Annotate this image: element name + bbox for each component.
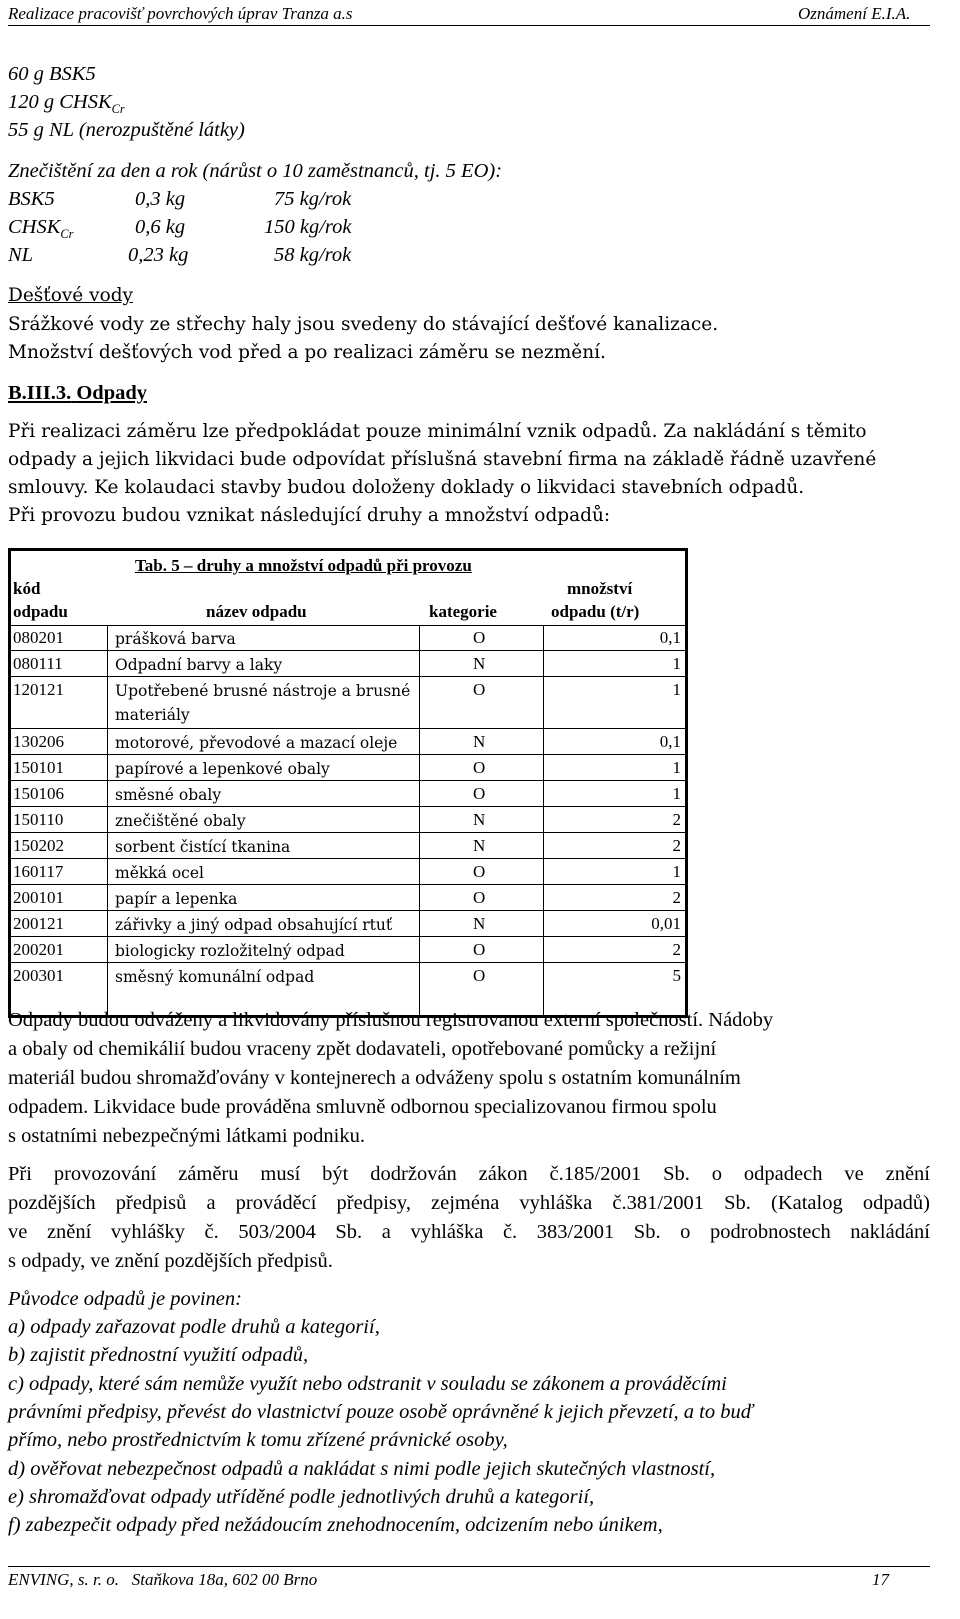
table-cell-category: O [473,966,486,985]
table-cell-code: 160117 [13,862,64,881]
table-cell-amount: 1 [672,862,681,881]
table-cell-name: prášková barva [115,630,236,648]
table-cell-name: motorové, převodové a mazací oleje [115,734,398,752]
table-cell-code: 150202 [13,836,64,855]
table-caption: Tab. 5 – druhy a množství odpadů při provozu [135,556,472,575]
table-row [11,833,685,859]
table-cell-category: O [473,940,486,959]
table-cell-category: N [473,732,486,751]
table-cell-category: O [473,758,486,777]
table-cell-code: 150106 [13,784,64,803]
waste-table [8,548,688,1018]
table-cell-name: směsné obaly [115,786,222,804]
table-row [11,937,685,963]
rain-text-line: Srážkové vody ze střechy haly jsou svedeny do stávající dešťové kanalizace. [8,314,719,335]
table-row [11,781,685,807]
table-cell-category: N [473,836,486,855]
concentration-nl: 55 g NL (nerozpuštěné látky) [8,119,245,141]
table-cell-code: 120121 [13,680,64,699]
footer-divider [8,1566,930,1567]
duty-item: přímo, nebo prostřednictvím k tomu zřízené právnické osoby, [8,1429,508,1451]
page-number: 17 [872,1570,889,1589]
table-cell-category: O [473,680,486,699]
pollution-row-day: 0,3 kg [135,188,186,210]
table-row [11,677,685,729]
header-document-type: Oznámení E.I.A. [798,4,911,23]
rain-text-line: Množství dešťových vod před a po realizaci záměru se nezmění. [8,342,606,363]
table-cell-code: 200201 [13,940,64,959]
table-header-amount: odpadu (t/r) [551,602,640,621]
pollution-intro: Znečištění za den a rok (nárůst o 10 zaměstnanců, tj. 5 EO): [8,160,503,182]
table-cell-category: O [473,628,486,647]
concentration-bsk5: 60 g BSK5 [8,63,96,85]
table-cell-category: N [473,810,486,829]
header-title: Realizace pracovišť povrchových úprav Tranza a.s [8,4,353,23]
table-row [11,807,685,833]
table-row [11,963,685,989]
pollution-row-name-text: CHSK [8,216,61,238]
table-cell-name: znečištěné obaly [115,812,246,830]
table-cell-category: O [473,784,486,803]
table-header-amount: množství [567,579,633,598]
disposal-paragraph-line: s ostatními nebezpečnými látkami podniku. [8,1125,365,1147]
table-cell-amount: 5 [672,966,681,985]
disposal-paragraph-line: odpadem. Likvidace bude prováděna smluvně odbornou specializovanou firmou spolu [8,1096,717,1118]
table-row [11,885,685,911]
table-cell-category: N [473,914,486,933]
duty-item: f) zabezpečit odpady před nežádoucím znehodnocením, odcizením nebo únikem, [8,1514,663,1536]
table-cell-code: 200101 [13,888,64,907]
table-row [11,729,685,755]
waste-paragraph-line: Při provozu budou vznikat následující druhy a množství odpadů: [8,505,611,526]
table-cell-amount: 1 [672,758,681,777]
concentration-chsk-value: 120 g CHSK [8,91,112,113]
table-cell-name: měkká ocel [115,864,204,882]
disposal-paragraph-line: a obaly od chemikálií budou vraceny zpět dodavateli, opotřebované pomůcky a režijní [8,1038,717,1060]
table-cell-category: N [473,654,486,673]
disposal-paragraph-line: materiál budou shromažďovány v kontejnerech a odváženy spolu s ostatním komunálním [8,1067,741,1089]
table-header-category: kategorie [429,602,497,621]
header-divider [8,25,930,26]
law-paragraph-line: pozdějších předpisů a prováděcí předpisy, zejména vyhláška č.381/2001 Sb. (Katalog odpadů) [8,1192,930,1214]
table-cell-name: zářivky a jiný odpad obsahující rtuť [115,916,393,934]
section-number: B.III.3. [8,382,72,404]
table-cell-amount: 0,1 [659,628,681,647]
waste-paragraph-line: Při realizaci záměru lze předpokládat pouze minimální vznik odpadů. Za nakládání s těmito [8,421,867,442]
duties-heading: Původce odpadů je povinen: [8,1288,242,1310]
concentration-chsk-sub: Cr [111,102,125,117]
table-cell-code: 150110 [13,810,64,829]
table-cell-code: 150101 [13,758,64,777]
duty-item: d) ověřovat nebezpečnost odpadů a nakládat s nimi podle jejich skutečných vlastností, [8,1458,716,1480]
table-row [11,625,685,651]
duty-item: b) zajistit přednostní využití odpadů, [8,1344,309,1366]
pollution-row-year: 150 kg/rok [264,216,352,238]
pollution-row-day: 0,6 kg [135,216,186,238]
table-header-code: kód [13,579,41,598]
waste-paragraph-line: odpady a jejich likvidaci bude odpovídat příslušná stavební firma na základě řádně uzavřené [8,449,877,470]
pollution-row-name: NL [8,244,34,266]
pollution-row-year: 75 kg/rok [274,188,352,210]
table-cell-category: O [473,888,486,907]
disposal-paragraph-line: Odpady budou odváženy a likvidovány příslušnou registrovanou externí společností. Nádoby [8,1009,774,1031]
table-cell-amount: 1 [672,784,681,803]
table-cell-name: papírové a lepenkové obaly [115,760,330,778]
pollution-row-name-sub: Cr [60,227,74,242]
duty-item: c) odpady, které sám nemůže využít nebo odstranit v souladu se zákonem a prováděcími [8,1373,727,1395]
table-cell-name: směsný komunální odpad [115,968,315,986]
waste-paragraph-line: smlouvy. Ke kolaudaci stavby budou doloženy doklady o likvidaci stavebních odpadů. [8,477,805,498]
table-cell-amount: 1 [672,654,681,673]
table-header-name: název odpadu [206,602,307,621]
table-cell-code: 080111 [13,654,63,673]
law-paragraph-line: Při provozování záměru musí být dodržován zákon č.185/2001 Sb. o odpadech ve znění [8,1163,930,1185]
table-cell-amount: 0,01 [651,914,681,933]
table-cell-name: Upotřebené brusné nástroje a brusné [115,682,411,700]
table-row [11,651,685,677]
table-cell-amount: 2 [672,810,681,829]
footer-company: ENVING, s. r. o. Staňkova 18a, 602 00 Brno [8,1570,318,1589]
table-cell-name: sorbent čistící tkanina [115,838,291,856]
law-paragraph-line: s odpady, ve znění pozdějších předpisů. [8,1250,333,1272]
table-cell-code: 080201 [13,628,64,647]
table-cell-amount: 2 [672,836,681,855]
duty-item: a) odpady zařazovat podle druhů a kategorií, [8,1316,380,1338]
table-header-code: odpadu [13,602,68,621]
duty-item: e) shromažďovat odpady utříděné podle jednotlivých druhů a kategorií, [8,1486,595,1508]
table-cell-amount: 2 [672,888,681,907]
table-row [11,859,685,885]
section-title: Odpady [76,382,148,404]
table-cell-amount: 2 [672,940,681,959]
table-cell-name: biologicky rozložitelný odpad [115,942,345,960]
table-cell-name: papír a lepenka [115,890,238,908]
rain-heading: Dešťové vody [8,285,134,306]
table-cell-category: O [473,862,486,881]
table-row [11,755,685,781]
table-cell-name: materiály [115,706,190,724]
duty-item: právními předpisy, převést do vlastnictví pouze osobě oprávněné k jejich převzetí, a to buď [8,1401,754,1423]
law-paragraph-line: ve znění vyhlášky č. 503/2004 Sb. a vyhláška č. 383/2001 Sb. o podrobnostech nakládání [8,1221,930,1243]
pollution-row-year: 58 kg/rok [274,244,352,266]
pollution-row-day: 0,23 kg [128,244,189,266]
table-cell-name: Odpadní barvy a laky [115,656,283,674]
table-cell-code: 200121 [13,914,64,933]
pollution-row-name: BSK5 [8,188,55,210]
section-heading [8,379,147,407]
table-cell-code: 200301 [13,966,64,985]
table-cell-amount: 0,1 [659,732,681,751]
table-cell-amount: 1 [672,680,681,699]
table-row [11,911,685,937]
table-cell-code: 130206 [13,732,64,751]
